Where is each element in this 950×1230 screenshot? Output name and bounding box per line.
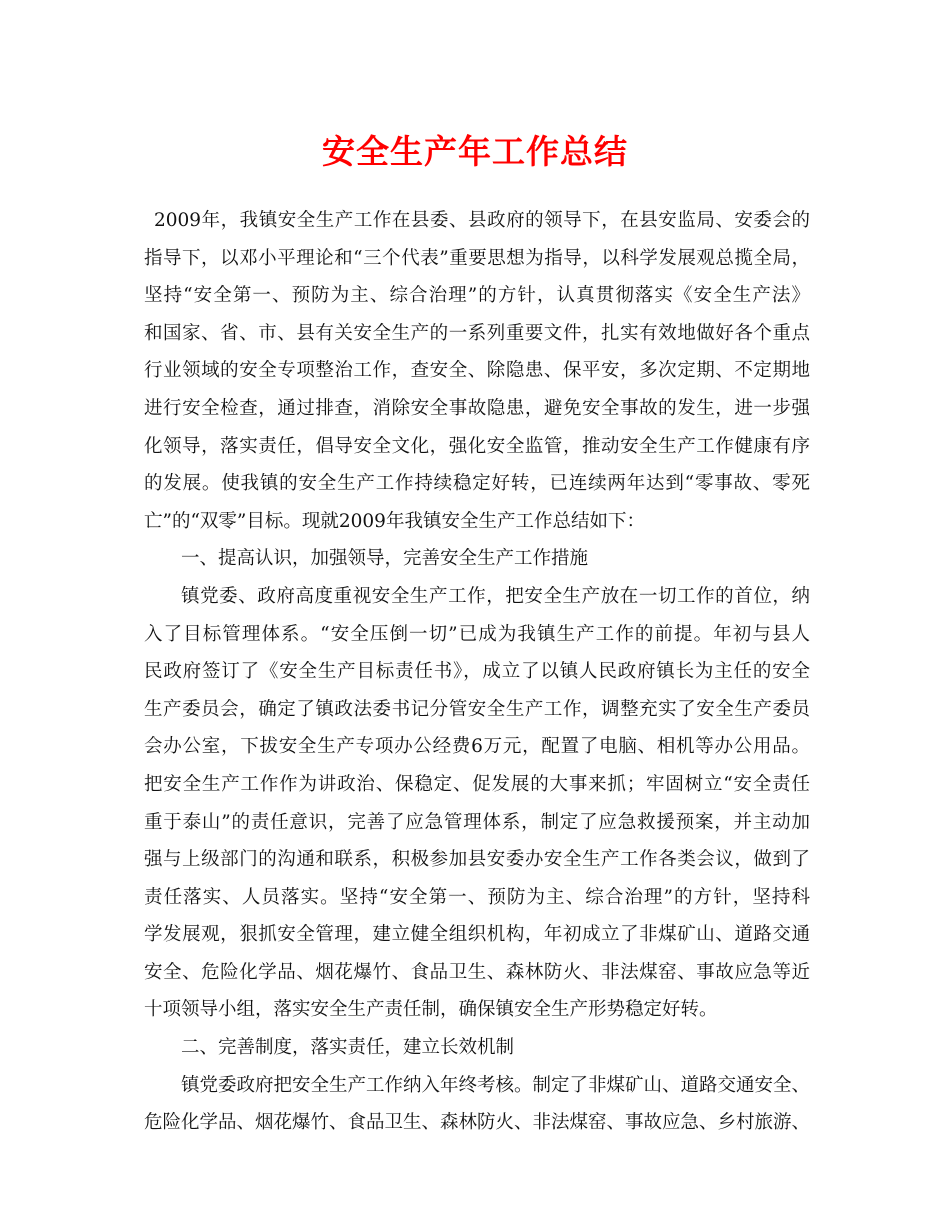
body-line: 化领导，落实责任，倡导安全文化，强化安全监管，推动安全生产工作健康有序	[144, 435, 810, 457]
document-title: 安全生产年工作总结	[322, 132, 628, 171]
body-line: 危险化学品、烟花爆竹、食品卫生、森林防火、非法煤窑、事故应急、乡村旅游、	[144, 1112, 811, 1134]
body-line: 强与上级部门的沟通和联系，积极参加县安委办安全生产工作各类会议，做到了	[144, 849, 810, 871]
body-line: 十项领导小组，落实安全生产责任制，确保镇安全生产形势稳定好转。	[144, 999, 718, 1021]
body-line: 2009年，我镇安全生产工作在县委、县政府的领导下，在县安监局、安委会的	[154, 210, 810, 231]
body-line: 的发展。使我镇的安全生产工作持续稳定好转，已连续两年达到“零事故、零死	[144, 473, 810, 495]
body-line: 责任落实、人员落实。坚持“安全第一、预防为主、综合治理”的方针，坚持科	[144, 886, 810, 908]
body-line: 入了目标管理体系。“安全压倒一切”已成为我镇生产工作的前提。年初与县人	[144, 623, 810, 645]
body-line: 和国家、省、市、县有关安全生产的一系列重要文件，扎实有效地做好各个重点	[144, 322, 810, 344]
body-line: 镇党委政府把安全生产工作纳入年终考核。制定了非煤矿山、道路交通安全、	[181, 1074, 811, 1096]
body-line: 安全、危险化学品、烟花爆竹、食品卫生、森林防火、非法煤窑、事故应急等近	[144, 961, 810, 983]
body-line: 亡”的“双零”目标。现就2009年我镇安全生产工作总结如下：	[144, 510, 645, 532]
document-body	[144, 202, 810, 1142]
body-line: 把安全生产工作作为讲政治、保稳定、促发展的大事来抓；牢固树立“安全责任	[144, 773, 810, 795]
section-heading: 二、完善制度，落实责任，建立长效机制	[181, 1037, 515, 1059]
body-line: 指导下，以邓小平理论和“三个代表”重要思想为指导，以科学发展观总揽全局，	[144, 247, 810, 269]
body-line: 学发展观，狠抓安全管理，建立健全组织机构，年初成立了非煤矿山、道路交通	[144, 924, 810, 946]
body-line: 进行安全检查，通过排查，消除安全事故隐患，避免安全事故的发生，进一步强	[144, 397, 810, 419]
body-line: 重于泰山”的责任意识，完善了应急管理体系，制定了应急救援预案，并主动加	[144, 811, 810, 833]
body-line: 会办公室，下拔安全生产专项办公经费6万元，配置了电脑、相机等办公用品。	[144, 736, 810, 758]
body-line: 行业领域的安全专项整治工作，查安全、除隐患、保平安，多次定期、不定期地	[144, 360, 810, 382]
section-heading: 一、提高认识，加强领导，完善安全生产工作措施	[181, 548, 589, 570]
body-line: 坚持“安全第一、预防为主、综合治理”的方针，认真贯彻落实《安全生产法》	[144, 285, 810, 307]
body-line: 镇党委、政府高度重视安全生产工作，把安全生产放在一切工作的首位，纳	[181, 585, 810, 607]
body-line: 生产委员会，确定了镇政法委书记分管安全生产工作，调整充实了安全生产委员	[144, 698, 810, 720]
body-line: 民政府签订了《安全生产目标责任书》，成立了以镇人民政府镇长为主任的安全	[144, 661, 810, 683]
